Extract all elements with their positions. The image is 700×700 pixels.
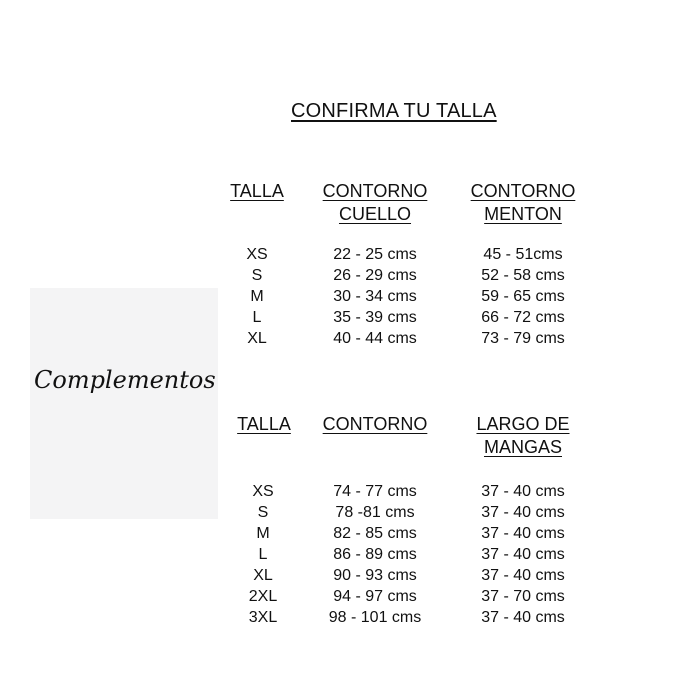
table-cell: M	[250, 288, 264, 305]
table-cell: XL	[253, 567, 273, 584]
table-cell: 37 - 40 cms	[481, 609, 565, 626]
table-cell: 30 - 34 cms	[333, 288, 417, 305]
table-cell: 35 - 39 cms	[333, 309, 417, 326]
t2-header-contorno: CONTORNO	[322, 414, 428, 434]
table-cell: XS	[252, 483, 274, 500]
t2-header-talla: TALLA	[237, 414, 291, 434]
table-cell: 40 - 44 cms	[333, 330, 417, 347]
page-title: CONFIRMA TU TALLA	[291, 100, 497, 122]
table-cell: 37 - 40 cms	[481, 504, 565, 521]
t1-menton-column	[464, 244, 582, 349]
table-cell: 2XL	[248, 588, 278, 605]
t1-header-menton: CONTORNO MENTON	[470, 181, 576, 224]
brand-label: Complementos	[34, 366, 216, 394]
table-cell: L	[252, 309, 262, 326]
t2-mangas-column	[464, 481, 582, 628]
t2-header-mangas: LARGO DE MANGAS	[476, 414, 570, 457]
table-cell: 94 - 97 cms	[333, 588, 417, 605]
t2-size-column	[238, 481, 288, 628]
table-cell: L	[258, 546, 268, 563]
table-cell: 59 - 65 cms	[481, 288, 565, 305]
table-cell: 86 - 89 cms	[333, 546, 417, 563]
t1-cuello-column	[316, 244, 434, 349]
table-cell: 73 - 79 cms	[481, 330, 565, 347]
table-cell: 37 - 40 cms	[481, 567, 565, 584]
table-cell: XS	[246, 246, 268, 263]
table-cell: 90 - 93 cms	[333, 567, 417, 584]
brand-panel	[30, 288, 218, 519]
t1-header-cuello: CONTORNO CUELLO	[322, 181, 428, 224]
table-cell: 26 - 29 cms	[333, 267, 417, 284]
table-cell: XL	[247, 330, 267, 347]
t2-contorno-column	[316, 481, 434, 628]
table-cell: 78 -81 cms	[335, 504, 415, 521]
table-cell: 98 - 101 cms	[328, 609, 422, 626]
t1-size-column	[232, 244, 282, 349]
table-cell: S	[257, 504, 269, 521]
t1-header-talla: TALLA	[230, 181, 284, 201]
table-cell: S	[251, 267, 263, 284]
table-cell: 82 - 85 cms	[333, 525, 417, 542]
table-cell: 37 - 40 cms	[481, 546, 565, 563]
table-cell: 3XL	[248, 609, 278, 626]
table-cell: 37 - 70 cms	[481, 588, 565, 605]
table-cell: 66 - 72 cms	[481, 309, 565, 326]
table-cell: 37 - 40 cms	[481, 525, 565, 542]
table-cell: 52 - 58 cms	[481, 267, 565, 284]
table-cell: 22 - 25 cms	[333, 246, 417, 263]
table-cell: 45 - 51cms	[483, 246, 563, 263]
table-cell: 74 - 77 cms	[333, 483, 417, 500]
table-cell: 37 - 40 cms	[481, 483, 565, 500]
table-cell: M	[256, 525, 270, 542]
